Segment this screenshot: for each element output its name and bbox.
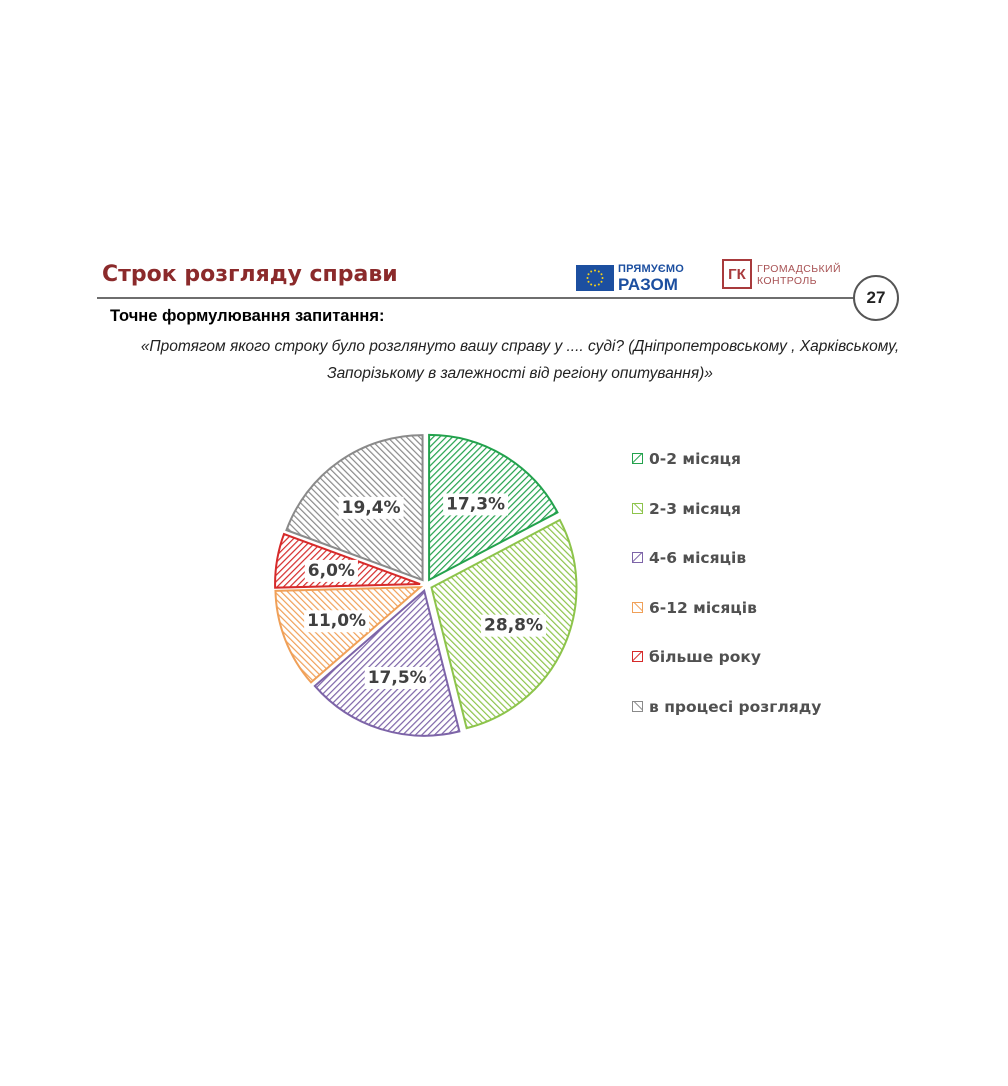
hromadskyi-kontrol-logo xyxy=(722,259,852,291)
logo-gk-line2: КОНТРОЛЬ xyxy=(757,275,817,287)
legend-swatch-icon xyxy=(632,453,643,464)
data-label-більше-року xyxy=(305,560,358,582)
data-label-2-3-місяця xyxy=(481,615,546,637)
question-text: «Протягом якого строку було розглянуто вашу справу у .... суді? (Дніпропетровському , Харківському, Запорізькому в залежності від регіону опитування)» xyxy=(140,338,900,382)
data-label-4-6-місяців xyxy=(365,667,430,689)
legend-label: 2-3 місяця xyxy=(649,499,741,518)
legend-label: більше року xyxy=(649,648,762,667)
svg-text:6,0%: 6,0% xyxy=(307,560,355,581)
legend-item-2-3-місяця xyxy=(632,500,862,550)
pryamuiemo-razom-logo xyxy=(576,264,691,292)
eu-flag-icon xyxy=(576,265,614,291)
legend-item-в-процесі-розгляду xyxy=(632,698,862,748)
legend-label: 6-12 місяців xyxy=(649,598,757,617)
chart-legend xyxy=(632,450,862,748)
legend-swatch-icon xyxy=(632,503,643,514)
data-label-0-2-місяця xyxy=(443,493,508,515)
svg-text:17,3%: 17,3% xyxy=(446,494,506,515)
data-label-в-процесі-розгляду xyxy=(339,497,404,519)
legend-swatch-icon xyxy=(632,602,643,613)
page-title: Строк розгляду справи xyxy=(102,262,398,287)
question-label: Точне формулювання запитання: xyxy=(110,307,385,325)
legend-item-6-12-місяців xyxy=(632,599,862,649)
legend-item-0-2-місяця xyxy=(632,450,862,500)
logo-eu-line2: РАЗОМ xyxy=(618,275,678,294)
legend-item-більше-року xyxy=(632,648,862,698)
data-label-6-12-місяців xyxy=(304,610,369,632)
svg-text:11,0%: 11,0% xyxy=(307,611,367,632)
legend-label: 4-6 місяців xyxy=(649,549,747,568)
logo-eu-line1: ПРЯМУЄМО xyxy=(618,263,685,275)
legend-item-4-6-місяців xyxy=(632,549,862,599)
logo-gk-text xyxy=(757,263,841,287)
legend-swatch-icon xyxy=(632,701,643,712)
gk-mark: ГК xyxy=(722,259,752,289)
svg-text:28,8%: 28,8% xyxy=(484,615,544,636)
pie-chart xyxy=(260,425,600,755)
svg-text:19,4%: 19,4% xyxy=(341,497,401,518)
legend-swatch-icon xyxy=(632,651,643,662)
page-number-badge: 27 xyxy=(853,275,899,321)
legend-label: в процесі розгляду xyxy=(649,697,822,716)
legend-label: 0-2 місяця xyxy=(649,450,741,468)
svg-text:17,5%: 17,5% xyxy=(367,667,427,688)
logo-gk-line1: ГРОМАДСЬКИЙ xyxy=(757,263,841,275)
legend-swatch-icon xyxy=(632,552,643,563)
header-divider xyxy=(97,297,867,299)
logo-eu-text xyxy=(618,264,684,293)
